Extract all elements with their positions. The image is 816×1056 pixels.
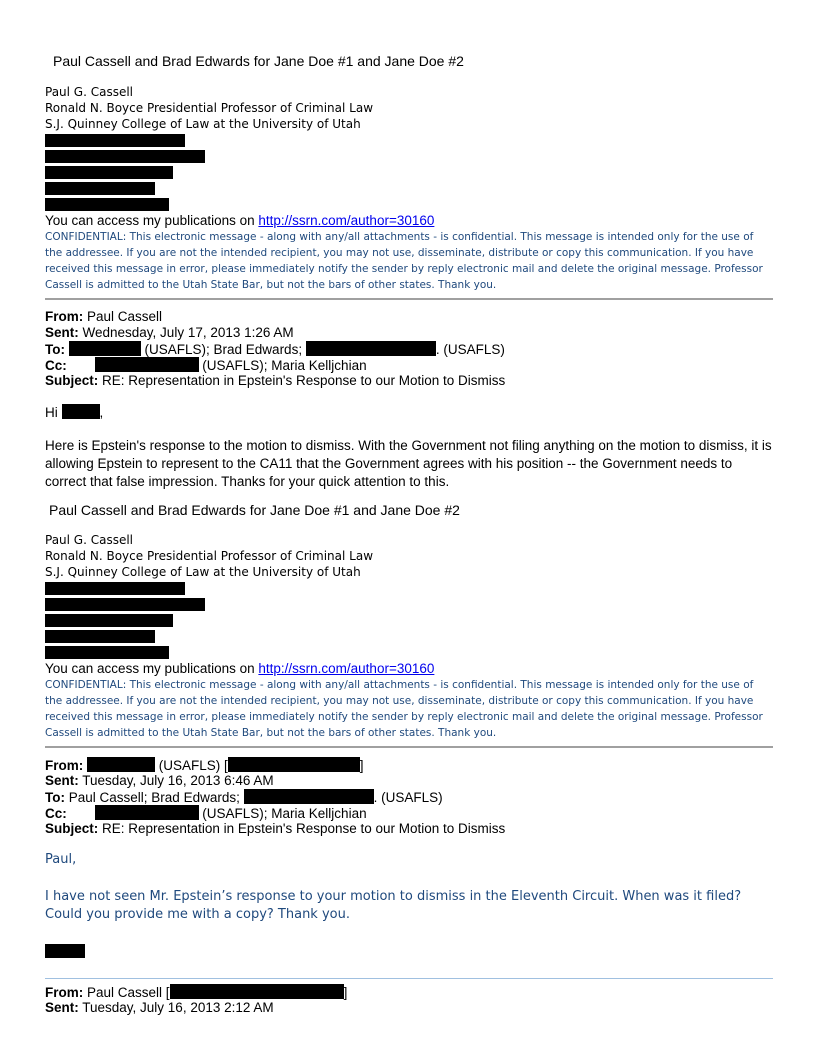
cc-value: (USAFLS); Maria Kelljchian bbox=[198, 358, 367, 373]
publications-link[interactable]: http://ssrn.com/author=30160 bbox=[258, 213, 435, 228]
from-label: From: bbox=[45, 758, 84, 773]
confidential-notice: CONFIDENTIAL: This electronic message - along with any/all attachments - is confidential. This message is intended only for the use of the addressee. If you are not the intended recipient, you may not use, disseminate, distribute or copy this communication. If you have received this message in error, please immediately notify the sender by reply electronic mail and delete the original message. Professor Cassell is admitted to the Utah State Bar, but not the bars of other states. Thank you. bbox=[45, 231, 763, 291]
email-header-from bbox=[45, 984, 347, 1001]
redaction-box bbox=[45, 582, 185, 595]
email-header-from bbox=[45, 757, 364, 774]
redaction-box bbox=[45, 598, 205, 611]
publications-line bbox=[45, 661, 434, 676]
to-value-part1: Paul Cassell; Brad Edwards; bbox=[68, 790, 244, 805]
email-header-to bbox=[45, 789, 443, 806]
greeting-punct: , bbox=[99, 405, 104, 420]
redaction-box bbox=[62, 404, 100, 419]
redaction-box bbox=[45, 166, 173, 179]
from-value-end: ] bbox=[359, 758, 364, 773]
to-value-part1: (USAFLS); Brad Edwards; bbox=[140, 342, 306, 357]
signature-title: Paul Cassell and Brad Edwards for Jane Doe #1 and Jane Doe #2 bbox=[53, 53, 464, 69]
publications-link[interactable]: http://ssrn.com/author=30160 bbox=[258, 661, 435, 676]
redaction-box bbox=[87, 757, 155, 772]
email-header-cc bbox=[45, 805, 367, 822]
email-header-cc bbox=[45, 357, 367, 374]
redaction-box bbox=[45, 614, 173, 627]
email-header-sent bbox=[45, 325, 294, 341]
signature-name: Paul G. Cassell bbox=[45, 85, 134, 99]
email2-body: I have not seen Mr. Epstein’s response to your motion to dismiss in the Eleventh Circuit. When was it filed? Could you provide me with a copy? Thank you. bbox=[45, 889, 742, 922]
cc-label: Cc: bbox=[45, 358, 67, 373]
to-value-part2: . (USAFLS) bbox=[435, 342, 505, 357]
sent-value: Tuesday, July 16, 2013 6:46 AM bbox=[82, 773, 274, 788]
email-header-sent bbox=[45, 773, 274, 789]
redaction-box bbox=[306, 341, 436, 356]
email-header-sent bbox=[45, 1000, 274, 1016]
email1-greeting bbox=[45, 404, 103, 420]
redaction-box bbox=[45, 630, 155, 643]
signature-school: S.J. Quinney College of Law at the University of Utah bbox=[45, 565, 361, 579]
sent-value: Tuesday, July 16, 2013 2:12 AM bbox=[82, 1000, 274, 1015]
divider bbox=[45, 298, 773, 300]
from-label: From: bbox=[45, 985, 84, 1000]
redaction-box bbox=[170, 984, 344, 999]
redaction-box bbox=[45, 150, 205, 163]
sent-label: Sent: bbox=[45, 325, 79, 340]
email-header-to bbox=[45, 341, 505, 358]
signature-name: Paul G. Cassell bbox=[45, 533, 134, 547]
redaction-box bbox=[95, 805, 199, 820]
signature-position: Ronald N. Boyce Presidential Professor of Criminal Law bbox=[45, 549, 374, 563]
signature-position: Ronald N. Boyce Presidential Professor of Criminal Law bbox=[45, 101, 374, 115]
redaction-box bbox=[45, 944, 85, 958]
redaction-box bbox=[45, 182, 155, 195]
greeting-text: Hi bbox=[45, 405, 62, 420]
confidential-notice: CONFIDENTIAL: This electronic message - along with any/all attachments - is confidential. This message is intended only for the use of the addressee. If you are not the intended recipient, you may not use, disseminate, distribute or copy this communication. If you have received this message in error, please immediately notify the sender by reply electronic mail and delete the original message. Professor Cassell is admitted to the Utah State Bar, but not the bars of other states. Thank you. bbox=[45, 679, 763, 739]
subject-label: Subject: bbox=[45, 373, 99, 388]
signature-title: Paul Cassell and Brad Edwards for Jane Doe #1 and Jane Doe #2 bbox=[49, 502, 460, 518]
sent-label: Sent: bbox=[45, 773, 79, 788]
redaction-box bbox=[69, 341, 141, 356]
cc-label: Cc: bbox=[45, 806, 67, 821]
subject-value: RE: Representation in Epstein's Response to our Motion to Dismiss bbox=[102, 821, 506, 836]
redaction-box bbox=[228, 757, 360, 772]
redaction-box bbox=[45, 134, 185, 147]
to-value-part2: . (USAFLS) bbox=[373, 790, 443, 805]
sent-value: Wednesday, July 17, 2013 1:26 AM bbox=[82, 325, 294, 340]
email-header-subject bbox=[45, 373, 505, 389]
sent-label: Sent: bbox=[45, 1000, 79, 1015]
email-header-subject bbox=[45, 821, 505, 837]
publications-line bbox=[45, 213, 434, 228]
from-label: From: bbox=[45, 309, 84, 324]
redaction-box bbox=[244, 789, 374, 804]
divider bbox=[45, 978, 773, 979]
redaction-box bbox=[95, 357, 199, 372]
to-label: To: bbox=[45, 790, 65, 805]
from-value: Paul Cassell bbox=[87, 309, 163, 324]
from-value-end: ] bbox=[343, 985, 348, 1000]
to-label: To: bbox=[45, 342, 65, 357]
from-value-mid: (USAFLS) [ bbox=[155, 758, 228, 773]
redaction-box bbox=[45, 198, 169, 211]
email2-greeting: Paul, bbox=[45, 852, 77, 867]
redaction-box bbox=[45, 646, 169, 659]
subject-label: Subject: bbox=[45, 821, 99, 836]
email-header-from bbox=[45, 309, 162, 325]
publications-prefix: You can access my publications on bbox=[45, 661, 259, 676]
divider bbox=[45, 746, 773, 748]
signature-school: S.J. Quinney College of Law at the University of Utah bbox=[45, 117, 361, 131]
from-value: Paul Cassell [ bbox=[87, 985, 170, 1000]
publications-prefix: You can access my publications on bbox=[45, 213, 259, 228]
email1-body: Here is Epstein's response to the motion to dismiss. With the Government not filing anything on the motion to dismiss, it is allowing Epstein to represent to the CA11 that the Government agrees with his position -- the Government needs to correct that false impression. Thanks for your quick attention to this. bbox=[45, 438, 772, 489]
cc-value: (USAFLS); Maria Kelljchian bbox=[198, 806, 367, 821]
subject-value: RE: Representation in Epstein's Response to our Motion to Dismiss bbox=[102, 373, 506, 388]
